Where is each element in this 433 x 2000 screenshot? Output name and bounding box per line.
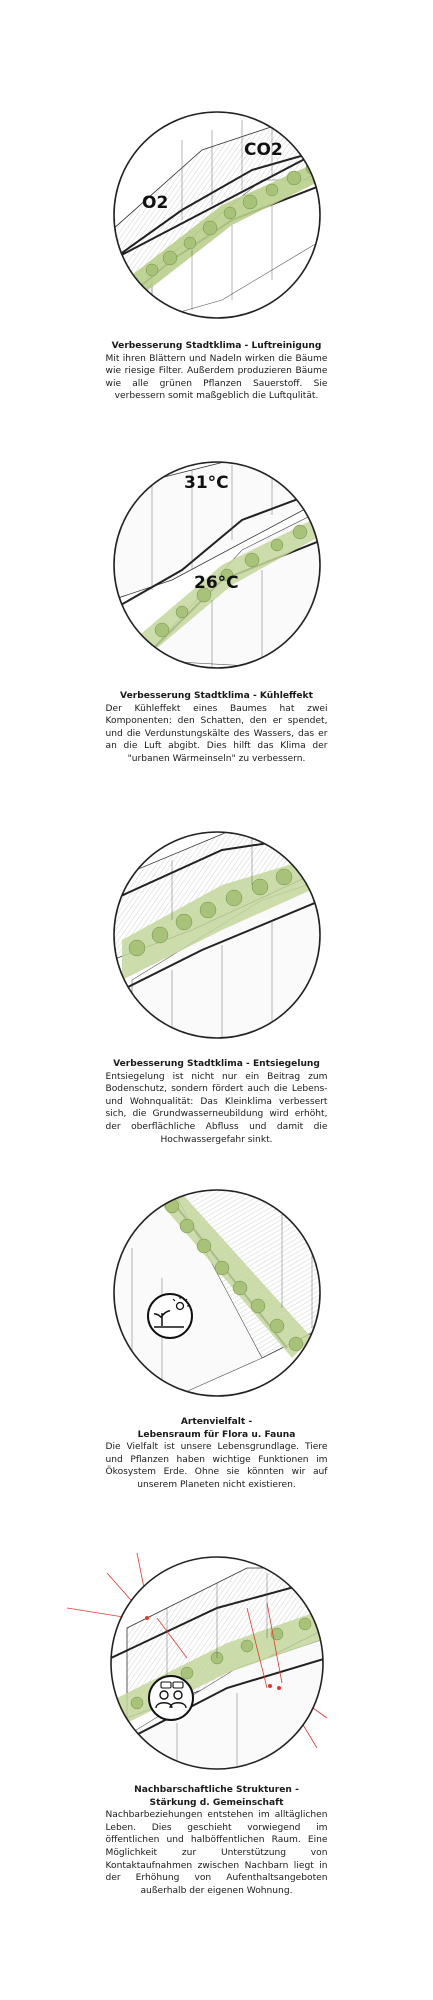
o2-label: O2 [141, 193, 168, 213]
plant-sun-icon [148, 1294, 192, 1338]
illustration-cooling-effect [112, 460, 322, 670]
caption-body: Mit ihren Blättern und Nadeln wirken die Bäume wie riesige Filter. Außerdem produzieren Bäume wie alle grünen Pflanzen Sauerstoff. Sie verbessern somit maßgeblich die Luftqulität. [105, 353, 328, 402]
temp-high-label: 31°C [183, 473, 229, 493]
people-chat-icon [149, 1676, 193, 1720]
caption-title-line1: Artenvielfalt - [180, 1417, 253, 1427]
caption-entsiegelung [106, 1058, 328, 1146]
caption-luftreinigung [106, 340, 328, 403]
caption-kuehleffekt [106, 690, 328, 766]
caption-body: Die Vielfalt ist unsere Lebensgrundlage. Tiere und Pflanzen haben wichtige Funktionen im Ökosystem Erde. Ohne sie könnten wir auf unserem Planeten nicht existieren. [105, 1442, 328, 1490]
illustration-unsealing [112, 830, 322, 1040]
illustration-biodiversity [112, 1188, 322, 1398]
illustration-air-purification [112, 110, 322, 320]
caption-artenvielfalt [106, 1416, 328, 1492]
caption-nachbarschaft [106, 1784, 328, 1897]
illustration-neighborhood [67, 1548, 367, 1778]
caption-title-line2: Lebensraum für Flora u. Fauna [137, 1429, 296, 1440]
caption-title: Verbesserung Stadtklima - Kühleffekt [120, 691, 313, 701]
co2-label: CO2 [243, 140, 283, 160]
caption-title: Verbesserung Stadtklima - Luftreinigung [111, 341, 322, 351]
temp-low-label: 26°C [193, 573, 239, 593]
caption-body: Entsiegelung ist nicht nur ein Beitrag zum Bodenschutz, sondern fördert auch die Lebens- und Wohnqualität: Das Kleinklima verbessert sich, die Grundwasserneubildung wird erhöht, der oberflächliche Abfluss und damit die Hochwassergefahr sinkt. [105, 1071, 328, 1145]
caption-title: Verbesserung Stadtklima - Entsiegelung [113, 1059, 320, 1069]
caption-title-line1: Nachbarschaftliche Strukturen - [134, 1785, 299, 1795]
caption-body: Nachbarbeziehungen entstehen im alltäglichen Leben. Dies geschieht vorwiegend im öffentlichen und halböffentlichen Raum. Eine Möglichkeit zur Unterstützung von Kontaktaufnahmen zwischen Nachbarn liegt in der Erhöhung von Aufenthaltsangeboten außerhalb der eigenen Wohnung. [105, 1810, 328, 1896]
caption-body: Der Kühleffekt eines Baumes hat zwei Komponenten: den Schatten, den er spendet, und die Verdunstungskälte des Wassers, das er an die Luft abgibt. Dies hilft das Klima der "urbanen Wärmeinseln" zu verbessern. [105, 703, 328, 764]
caption-title-line2: Stärkung d. Gemeinschaft [149, 1797, 284, 1808]
